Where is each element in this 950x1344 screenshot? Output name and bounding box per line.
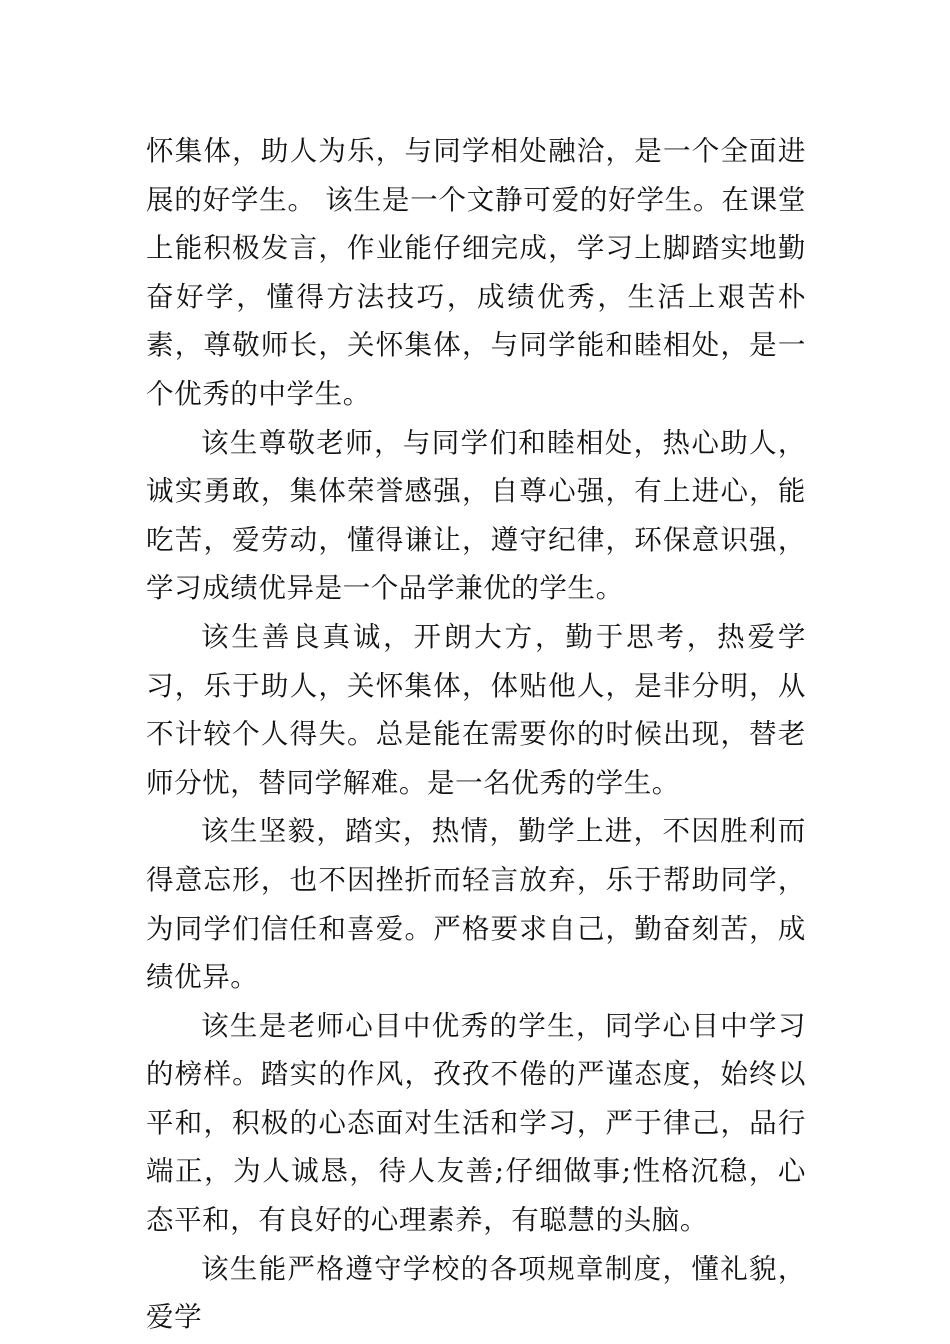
paragraph-4: 该生坚毅，踏实，热情，勤学上进，不因胜利而得意忘形，也不因挫折而轻言放弃，乐于帮助同学，为同学们信任和喜爱。严格要求自己，勤奋刻苦，成绩优异。: [146, 815, 806, 994]
paragraph-1: 怀集体，助人为乐，与同学相处融洽，是一个全面进展的好学生。 该生是一个文静可爱的好学生。在课堂上能积极发言，作业能仔细完成，学习上脚踏实地勤奋好学，懂得方法技巧，成绩优秀，生活上艰苦朴素，尊敬师长，关怀集体，与同学能和睦相处，是一个优秀的中学生。: [146, 135, 806, 410]
paragraph-3: 该生善良真诚，开朗大方，勤于思考，热爱学习，乐于助人，关怀集体，体贴他人，是非分明，从不计较个人得失。总是能在需要你的时候出现，替老师分忧，替同学解难。是一名优秀的学生。: [146, 620, 806, 799]
paragraph-2: 该生尊敬老师，与同学们和睦相处，热心助人，诚实勇敢，集体荣誉感强，自尊心强，有上进心，能吃苦，爱劳动，懂得谦让，遵守纪律，环保意识强，学习成绩优异是一个品学兼优的学生。: [146, 426, 806, 605]
document-body: [146, 127, 806, 1342]
paragraph-5: 该生是老师心目中优秀的学生，同学心目中学习的榜样。踏实的作风，孜孜不倦的严谨态度，始终以平和，积极的心态面对生活和学习，严于律己，品行端正，为人诚恳，待人友善;仔细做事;性格沉稳，心态平和，有良好的心理素养，有聪慧的头脑。: [146, 1009, 806, 1237]
paragraph-6: 该生能严格遵守学校的各项规章制度，懂礼貌，爱学: [146, 1252, 806, 1334]
